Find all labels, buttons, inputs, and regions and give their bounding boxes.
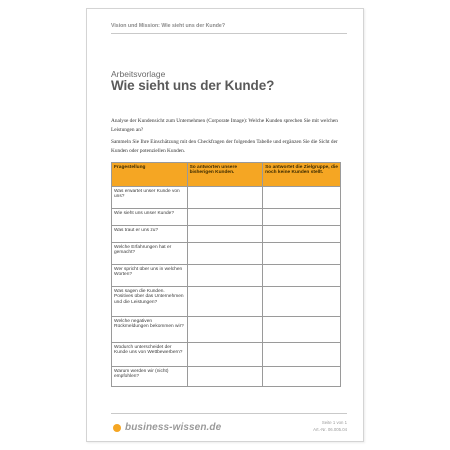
answer-cell-existing[interactable] bbox=[187, 317, 263, 343]
answer-cell-target[interactable] bbox=[263, 317, 341, 343]
answer-cell-existing[interactable] bbox=[187, 226, 263, 243]
table-row bbox=[112, 343, 341, 367]
answer-cell-target[interactable] bbox=[263, 367, 341, 387]
table-row bbox=[112, 367, 341, 387]
question-cell: Wie sieht uns unser Kunde? bbox=[112, 209, 188, 226]
worksheet-table bbox=[111, 162, 341, 387]
question-cell: Was erwartet unser Kunde von uns? bbox=[112, 187, 188, 209]
article-number: Art.-Nr. 06.005.04 bbox=[313, 427, 347, 432]
footer-meta bbox=[313, 419, 347, 433]
running-header: Vision und Mission: Wie sieht uns der Kunde? bbox=[111, 23, 225, 29]
document-page bbox=[86, 8, 364, 442]
answer-cell-target[interactable] bbox=[263, 226, 341, 243]
answer-cell-target[interactable] bbox=[263, 265, 341, 287]
document-subtitle: Arbeitsvorlage bbox=[111, 69, 166, 79]
table-row bbox=[112, 265, 341, 287]
table-row bbox=[112, 243, 341, 265]
question-cell: Was traut er uns zu? bbox=[112, 226, 188, 243]
answer-cell-existing[interactable] bbox=[187, 209, 263, 226]
logo-text: business-wissen.de bbox=[125, 422, 222, 433]
question-cell: Warum werden wir (nicht) empfohlen? bbox=[112, 367, 188, 387]
table-row bbox=[112, 287, 341, 317]
answer-cell-target[interactable] bbox=[263, 243, 341, 265]
question-cell: Welche Erfahrungen hat er gemacht? bbox=[112, 243, 188, 265]
table-row bbox=[112, 317, 341, 343]
column-header-existing-customers: So antworten unsere bisherigen Kunden. bbox=[187, 163, 263, 187]
answer-cell-target[interactable] bbox=[263, 287, 341, 317]
column-header-question: Fragestellung bbox=[112, 163, 188, 187]
answer-cell-existing[interactable] bbox=[187, 287, 263, 317]
answer-cell-target[interactable] bbox=[263, 209, 341, 226]
answer-cell-existing[interactable] bbox=[187, 187, 263, 209]
table-row bbox=[112, 209, 341, 226]
answer-cell-target[interactable] bbox=[263, 343, 341, 367]
answer-cell-existing[interactable] bbox=[187, 343, 263, 367]
page-number: Seite 1 von 1 bbox=[321, 420, 347, 425]
header-divider bbox=[111, 33, 347, 34]
answer-cell-target[interactable] bbox=[263, 187, 341, 209]
table-row bbox=[112, 226, 341, 243]
logo-dot-icon bbox=[113, 424, 121, 432]
brand-logo bbox=[113, 422, 221, 433]
answer-cell-existing[interactable] bbox=[187, 367, 263, 387]
table-header-row bbox=[112, 163, 341, 187]
intro-paragraph: Analyse der Kundensicht zum Unternehmen (Corporate Image): Welche Kunden sprechen Sie mit welchen Leistungen an? bbox=[111, 118, 338, 133]
footer-divider bbox=[111, 413, 347, 414]
answer-cell-existing[interactable] bbox=[187, 243, 263, 265]
column-header-target-group: So antwortet die Zielgruppe, die noch keine Kunden stellt. bbox=[263, 163, 341, 187]
table-row bbox=[112, 187, 341, 209]
question-cell: Was sagen die Kunden. Positives über das Unternehmen und die Leistungen? bbox=[112, 287, 188, 317]
question-cell: Wer spricht über uns in welchen Worten? bbox=[112, 265, 188, 287]
question-cell: Welche negativen Rückmeldungen bekommen wir? bbox=[112, 317, 188, 343]
answer-cell-existing[interactable] bbox=[187, 265, 263, 287]
instruction-paragraph: Sammeln Sie Ihre Einschätzung mit den Checkfragen der folgenden Tabelle und ergänzen Sie die Sicht der Kunden oder potenziellen Kunden. bbox=[111, 139, 338, 154]
question-cell: Wodurch unterscheidet der Kunde uns von Wettbewerbern? bbox=[112, 343, 188, 367]
document-title: Wie sieht uns der Kunde? bbox=[111, 78, 275, 93]
